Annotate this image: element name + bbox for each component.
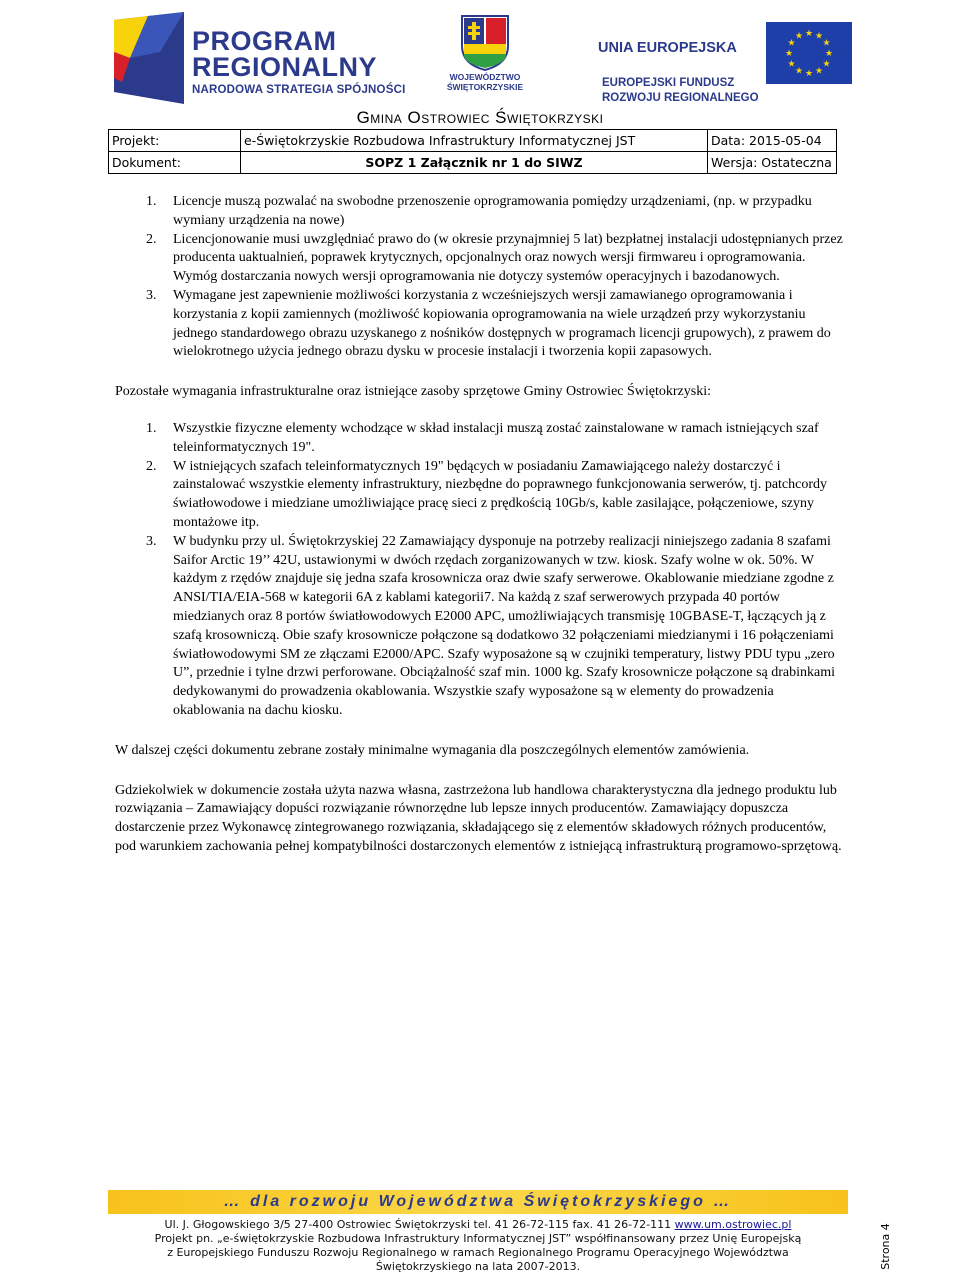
svg-text:★: ★ — [804, 29, 814, 39]
svg-text:★: ★ — [814, 31, 824, 42]
list-item-text: Wymagane jest zapewnienie możliwości korzystania z wcześniejszych wersji zamawianego oprogramowania i korzystania z kopii zamiennych (możliwość kopiowania oprogramowania na wiele urządzeń przy wykorzystaniu jednego standardowego obrazu uzyskanego z nośników dostępnych w programach licencji grupowych), z prawem do wielokrotnego użycia jednego obrazu dysku w procesie instalacji i tworzenia kopii zapasowych. — [173, 287, 831, 360]
ue-fund-name: EUROPEJSKI FUNDUSZ ROZWOJU REGIONALNEGO — [602, 77, 759, 104]
project-value: e-Świętokrzyskie Rozbudowa Infrastruktury Informatycznej JST — [241, 130, 708, 152]
svg-text:★: ★ — [822, 38, 831, 49]
footer-project-line2: z Europejskiego Funduszu Rozwoju Regionalnego w ramach Regionalnego Programu Operacyjnego Województwa — [167, 1246, 789, 1259]
project-label: Projekt: — [109, 130, 241, 152]
version-value: Wersja: Ostateczna — [708, 152, 837, 174]
svg-text:★: ★ — [824, 49, 834, 59]
document-body — [115, 193, 848, 857]
eu-flag-icon — [766, 22, 852, 84]
list-item-text: Licencjonowanie musi uwzględniać prawo do (w okresie przynajmniej 5 lat) bezpłatnej instalacji udostępnianych przez producenta uaktualnień, poprawek krytycznych, opcjonalnych oraz nowych wersji firmwareu i oprogramowania. Wymóg dostarczania nowych wersji oprogramowania nie dotyczy systemów operacyjnych i bazodanowych. — [173, 231, 843, 285]
list-item: 1. Wszystkie fizyczne elementy wchodzące w skład instalacji muszą zostać zainstalowane w ramach istniejących szaf teleinformatycznych 19". — [146, 420, 819, 455]
svg-text:★: ★ — [787, 59, 796, 70]
svg-text:★: ★ — [822, 59, 831, 70]
footer-slogan: … dla rozwoju Województwa Świętokrzyskiego … — [108, 1190, 848, 1214]
program-regionalny-subtitle: NARODOWA STRATEGIA SPÓJNOŚCI — [192, 84, 406, 96]
wojewodztwo-swietokrzyskie-logo — [440, 10, 530, 105]
list-item-text: Wszystkie fizyczne elementy wchodzące w skład instalacji muszą zostać zainstalowane w ramach istniejących szaf teleinformatycznych 19". — [173, 420, 819, 455]
page-number-text: Strona 4 — [878, 1223, 892, 1270]
header-row-project — [109, 130, 837, 152]
svg-text:★: ★ — [794, 66, 804, 77]
footer-info — [108, 1218, 848, 1274]
footer-project-line3: Świętokrzyskiego na lata 2007-2013. — [375, 1260, 581, 1273]
list-item-text: W budynku przy ul. Świętokrzyskiej 22 Zamawiający dysponuje na potrzeby realizacji niniejszego zadania 8 szafami Saifor Arctic 19’’ 42U, ustawionymi w dwóch rzędach zorganizowanych w tzw. kiosk. Szafy wolne w ok. 50%. W każdym z rzędów znajduje się jedna szafa krosownicza oraz dwie szafy serwerowe. Okablowanie miedziane zgodne z ANSI/TIA/EIA-568 w kategorii 6A z kablami kategorii7. Na każdą z szaf serwerowych przypada 40 portów miedzianych oraz 8 portów światłowodowych E2000 APC, umożliwiających transmisję 10GBASE-T, łączących ją z szafą krosowniczą. Obie szafy krosownicze połączone są dodatkowo 32 połączeniami miedzianymi i 16 połączeniami światłowodowymi SM ze złączami E2000/APC. Szafy wyposażone są w czujniki temperatury, listwy PDU typu „zero U”, przednie i tylne drzwi perforowane. Obciążalność szaf min. 1000 kg. Szafy krosownicze połączone są drabinkami dedykowanymi do prowadzenia okablowania. Wszystkie szafy wyposażone są w elementy do prowadzenia okablowania na dachu kiosku. — [173, 533, 836, 718]
list-item-text: W istniejących szafach teleinformatycznych 19" będących w posiadaniu Zamawiającego należy dostarczyć i zainstalować wszystkie elementy infrastruktury, niezbędne do poprawnego funkcjonowania serwerów, tj. patchcordy światłowodowe i miedziane umożliwiające pracę sieci z prędkością 10Gb/s, kable zasilające, połączeniowe, szyny montażowe itp. — [173, 458, 828, 530]
page-number — [866, 1222, 896, 1272]
infrastructure-intro-paragraph: Pozostałe wymagania infrastrukturalne oraz istniejące zasoby sprzętowe Gminy Ostrowiec Świętokrzyski: — [115, 384, 711, 400]
document-header-table — [108, 129, 837, 174]
svg-text:★: ★ — [784, 49, 794, 59]
program-regionalny-title: PROGRAM REGIONALNY — [192, 26, 378, 82]
list-item: 1. Licencje muszą pozwalać na swobodne przenoszenie oprogramowania pomiędzy urządzeniami, (np. w przypadku wymiany urządzenia na nowe) — [146, 194, 812, 228]
unia-europejska-logo — [598, 22, 858, 107]
coat-of-arms-icon — [458, 12, 512, 72]
date-value: Data: 2015-05-04 — [708, 130, 837, 152]
license-requirements-list — [115, 193, 848, 362]
equivalent-solution-paragraph: Gdziekolwiek w dokumencie została użyta nazwa własna, zastrzeżona lub handlowa charakterystyczna dla jednego produktu lub rozwiązania – Zamawiający dopuści rozwiązanie równorzędne lub lepsze innych producentów. Zamawiający dopuszcza dostarczenie przez Wykonawcę zintegrowanego rozwiązania, składającego się z elementów składowych różnych producentów, pod warunkiem zachowania pełnej kompatybilności dostarczonych elementów z istniejącą infrastrukturą programowo-sprzętową. — [115, 782, 842, 854]
footer-address: Ul. J. Głogowskiego 3/5 27-400 Ostrowiec Świętokrzyski tel. 41 26-72-115 fax. 41 26-72-111 — [164, 1218, 672, 1231]
infrastructure-requirements-list — [115, 420, 848, 721]
document-value: SOPZ 1 Załącznik nr 1 do SIWZ — [241, 152, 708, 174]
logo-bar — [0, 10, 960, 105]
document-label: Dokument: — [109, 152, 241, 174]
further-part-paragraph: W dalszej części dokumentu zebrane zostały minimalne wymagania dla poszczególnych elementów zamówienia. — [115, 742, 750, 758]
list-item: 2. W istniejących szafach teleinformatycznych 19" będących w posiadaniu Zamawiającego należy dostarczyć i zainstalować wszystkie elementy infrastruktury, niezbędne do poprawnego funkcjonowania serwerów, tj. patchcordy światłowodowe i miedziane umożliwiające pracę sieci z prędkością 10Gb/s, kable zasilające, połączeniowe, szyny montażowe itp. — [146, 458, 828, 530]
list-item: 2. Licencjonowanie musi uwzględniać prawo do (w okresie przynajmniej 5 lat) bezpłatnej instalacji udostępnianych przez producenta uaktualnień, poprawek krytycznych, opcjonalnych oraz nowych wersji firmwareu i oprogramowania. Wymóg dostarczania nowych wersji oprogramowania nie dotyczy systemów operacyjnych i bazodanowych. — [146, 231, 843, 285]
ue-title: UNIA EUROPEJSKA — [598, 40, 737, 56]
program-regionalny-emblem-icon — [110, 12, 186, 104]
header-row-document — [109, 152, 837, 174]
wojewodztwo-name: WOJEWÓDZTWO ŚWIĘTOKRZYSKIE — [446, 72, 524, 92]
list-item: 3. W budynku przy ul. Świętokrzyskiej 22 Zamawiający dysponuje na potrzeby realizacji niniejszego zadania 8 szafami Saifor Arctic 19’’ 42U, ustawionymi w dwóch rzędach zorganizowanych w tzw. kiosk. Szafy wolne w ok. 50%. W każdym z rzędów znajduje się jedna szafa krosownicza oraz dwie szafy serwerowe. Okablowanie miedziane zgodne z ANSI/TIA/EIA-568 w kategorii 6A z kablami kategorii7. Na każdą z szaf serwerowych przypada 40 portów miedzianych oraz 8 portów światłowodowych E2000 APC, umożliwiających transmisję 10GBASE-T, łączących ją z szafą krosowniczą. Obie szafy krosownicze połączone są dodatkowo 32 połączeniami miedzianymi i 16 połączeniami światłowodowymi SM ze złączami E2000/APC. Szafy wyposażone są w czujniki temperatury, listwy PDU typu „zero U”, przednie i tylne drzwi perforowane. Obciążalność szaf min. 1000 kg. Szafy krosownicze połączone są drabinkami dedykowanymi do prowadzenia okablowania. Wszystkie szafy wyposażone są w elementy do prowadzenia okablowania na dachu kiosku. — [146, 533, 836, 718]
footer-project-line1: Projekt pn. „e-świętokrzyskie Rozbudowa Infrastruktury Informatycznej JST” współfinansowany przez Unię Europejską — [154, 1232, 802, 1245]
website-link[interactable]: www.um.ostrowiec.pl — [674, 1218, 792, 1231]
svg-text:★: ★ — [804, 69, 814, 79]
list-item: 3. Wymagane jest zapewnienie możliwości korzystania z wcześniejszych wersji zamawianego oprogramowania i korzystania z kopii zamiennych (możliwość kopiowania oprogramowania na wiele urządzeń przy wykorzystaniu jednego standardowego obrazu uzyskanego z nośników dostępnych w programach licencji grupowych), z prawem do wielokrotnego użycia jednego obrazu dysku w procesie instalacji i tworzenia kopii zapasowych. — [146, 287, 831, 360]
list-item-text: Licencje muszą pozwalać na swobodne przenoszenie oprogramowania pomiędzy urządzeniami, (np. w przypadku wymiany urządzenia na nowe) — [173, 194, 812, 228]
svg-text:★: ★ — [794, 31, 804, 42]
svg-text:★: ★ — [787, 38, 796, 49]
svg-text:★: ★ — [814, 66, 824, 77]
program-regionalny-logo — [110, 10, 420, 105]
footer-address-line — [108, 1218, 848, 1232]
gmina-title: Gmina Ostrowiec Świętokrzyski — [356, 108, 604, 127]
